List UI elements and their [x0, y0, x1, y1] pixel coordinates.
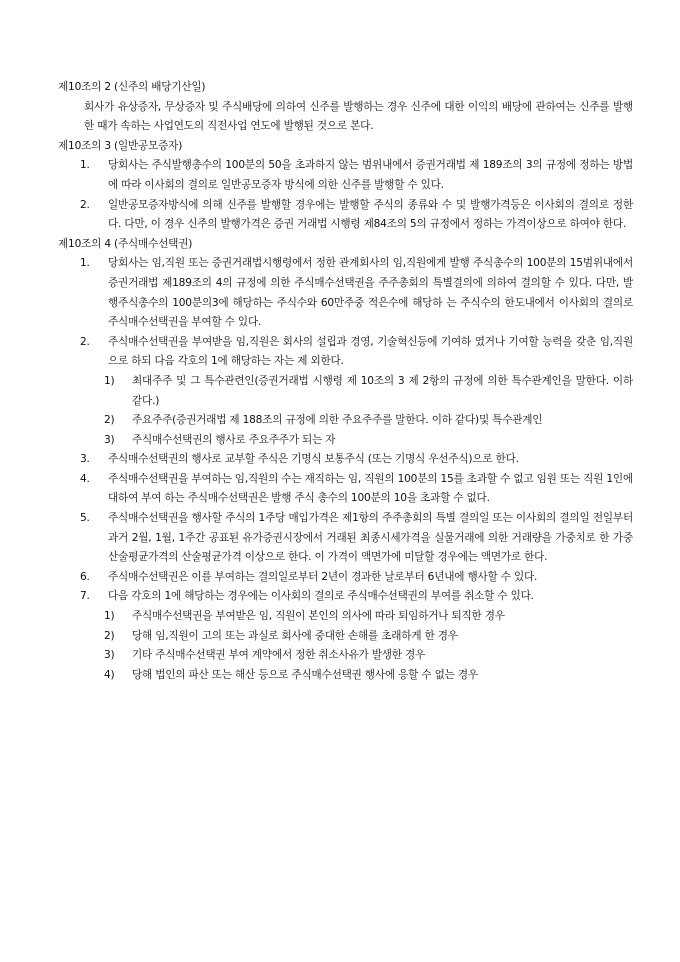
list-item — [58, 254, 633, 332]
sub-item — [58, 431, 633, 451]
sub-item-text: 당해 법인의 파산 또는 해산 등으로 주식매수선택권 행사에 응할 수 없는 경우 — [132, 668, 478, 681]
sub-item-text: 주요주주(증권거래법 제 188조의 규정에 의한 주요주주를 말한다. 이하 같다)및 특수관계인 — [132, 414, 543, 427]
sub-item-text: 주식매수선택권을 부여받은 임, 직원이 본인의 의사에 따라 퇴임하거나 퇴직한 경우 — [132, 610, 505, 623]
item-number: 2. — [80, 198, 90, 211]
item-text: 주식매수선택권을 부여하는 임,직원의 수는 재직하는 임, 직원의 100분의 15를 초과할 수 없고 임원 또는 직원 1인에 대하여 부여 하는 주식매수선택권은 발행 주식 총수의 100분의 10을 초과할 수 없다. — [108, 472, 633, 505]
sub-item — [58, 646, 633, 666]
item-number: 6. — [80, 570, 90, 583]
sub-item-number: 4) — [104, 668, 115, 681]
list-item — [58, 587, 633, 607]
article-heading: 제10조의 2 (신주의 배당기산일) — [58, 81, 206, 93]
item-text: 주식매수선택권을 행사할 주식의 1주당 매입가격은 제1항의 주주총회의 특별 결의일 또는 이사회의 결의일 전일부터 과거 2월, 1월, 1주간 공표된 유가증권시장에서 거래된 최종시세가격을 실물거래에 의한 거래량을 가중치로 한 가중산술평균가격의 산술평균가격 이상으로 한다. 이 가격이 액면가에 미달할 경우에는 액면가로 한다. — [108, 512, 633, 564]
item-text: 주식매수선택권의 행사로 교부할 주식은 기명식 보통주식 (또는 기명식 우선주식)으로 한다. — [108, 453, 519, 466]
article-paragraph: 회사가 유상증자, 무상증자 및 주식배당에 의하여 신주를 발행하는 경우 신주에 대한 이익의 배당에 관하여는 신주를 발행한 때가 속하는 사업연도의 직전사업 연도에 발행된 것으로 본다. — [84, 100, 633, 133]
item-number: 5. — [80, 512, 90, 525]
sub-item-number: 3) — [104, 433, 115, 446]
item-text: 다음 각호의 1에 해당하는 경우에는 이사회의 결의로 주식매수선택권의 부여를 취소할 수 있다. — [108, 590, 534, 603]
list-item — [58, 470, 633, 509]
sub-item-number: 2) — [104, 629, 115, 642]
list-item — [58, 333, 633, 372]
sub-item-number: 2) — [104, 414, 115, 427]
item-text: 당회사는 주식발행총수의 100분의 50을 초과하지 않는 범위내에서 증권거래법 제 189조의 3의 규정에 정하는 방법에 따라 이사회의 결의로 일반공모증자 방식에 의한 신주를 발행할 수 있다. — [108, 159, 633, 191]
list-item — [58, 568, 633, 588]
list-item — [58, 450, 633, 470]
item-number: 1. — [80, 159, 90, 172]
item-text: 당회사는 임,직원 또는 증권거래법시행령에서 정한 관계회사의 임,직원에게 발행 주식총수의 100분의 15범위내에서 증권거래법 제189조의 4의 규정에 의한 주식매수선택권을 주주총회의 특별결의에 의하여 결의할 수 있다. 다만, 발행주식총수의 100분의3에 해당하는 주식수와 60만주중 적은수에 해당하 는 주식수의 한도내에서 이사회의 결의로 주식매수선택권을 부여할 수 있다. — [108, 257, 633, 329]
item-text: 일반공모증자방식에 의해 신주를 발행할 경우에는 발행할 주식의 종류와 수 및 발행가격등은 이사회의 결의로 정한다. 다만, 이 경우 신주의 발행가격은 증권 거래법 시행령 제84조의 5의 규정에서 정하는 가격이상으로 하여야 한다. — [108, 198, 633, 231]
sub-item — [58, 372, 633, 411]
sub-item-text: 기타 주식매수선택권 부여 계약에서 정한 취소사유가 발생한 경우 — [132, 649, 426, 662]
sub-item — [58, 666, 633, 686]
item-number: 4. — [80, 472, 90, 485]
article-heading: 제10조의 3 (일반공모증자) — [58, 139, 183, 152]
list-item — [58, 156, 633, 195]
sub-item-number: 1) — [104, 374, 115, 387]
sub-item-text: 당해 임,직원이 고의 또는 과실로 회사에 중대한 손해를 초래하게 한 경우 — [132, 629, 458, 642]
sub-item-number: 3) — [104, 649, 115, 662]
item-text: 주식매수선택권을 부여받을 임,직원은 회사의 설립과 경영, 기술혁신등에 기여하 였거나 기여할 능력을 갖춘 임,직원으로 하되 다음 각호의 1에 해당하는 자는 제 외한다. — [108, 335, 633, 368]
sub-item-text: 주식매수선택권의 행사로 주요주주가 되는 자 — [132, 433, 336, 446]
document-page — [58, 78, 633, 685]
sub-item — [58, 627, 633, 647]
sub-item-text: 최대주주 및 그 특수관련인(증권거래법 시행령 제 10조의 3 제 2항의 규정에 의한 특수관계인을 말한다. 이하 같다.) — [132, 374, 633, 407]
item-number: 3. — [80, 453, 90, 466]
item-number: 7. — [80, 590, 90, 603]
item-text: 주식매수선택권은 이를 부여하는 결의일로부터 2년이 경과한 날로부터 6년내에 행사할 수 있다. — [108, 570, 538, 583]
item-number: 1. — [80, 257, 90, 270]
item-number: 2. — [80, 335, 90, 348]
list-item — [58, 509, 633, 568]
sub-item-number: 1) — [104, 610, 115, 623]
sub-item — [58, 607, 633, 627]
list-item — [58, 196, 633, 235]
sub-item — [58, 411, 633, 431]
article-heading: 제10조의 4 (주식매수선택권) — [58, 237, 193, 250]
